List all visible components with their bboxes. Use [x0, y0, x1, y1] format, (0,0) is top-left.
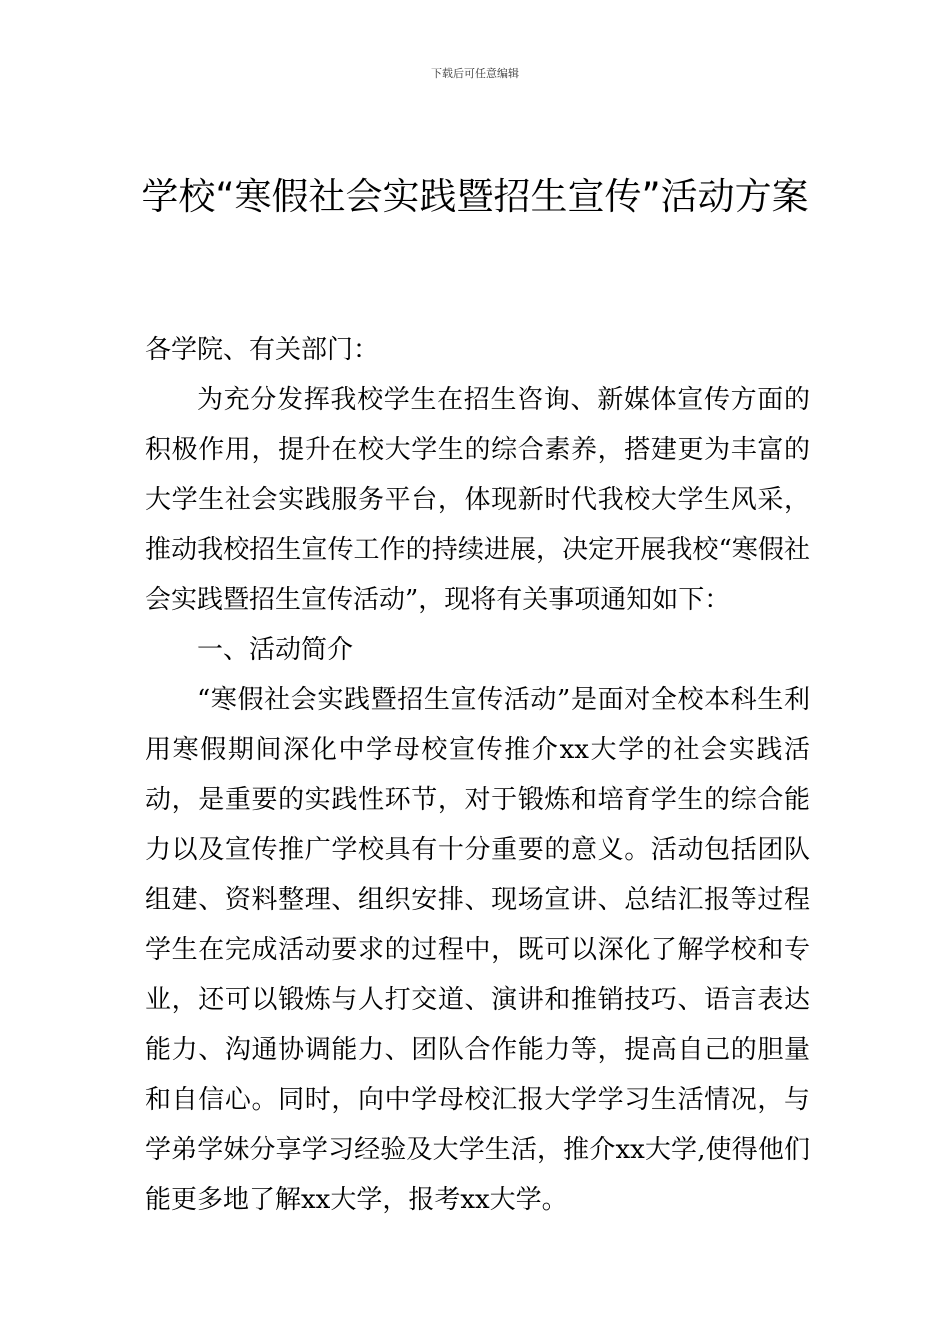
salutation: 各学院、有关部门： [145, 335, 380, 365]
document-title: 学校“寒假社会实践暨招生宣传”活动方案 [141, 175, 809, 218]
section-paragraph: “寒假社会实践暨招生宣传活动”是面对全校本科生利用寒假期间深化中学母校宣传推介xx大学的社会实践活动，是重要的实践性环节，对于锻炼和培育学生的综合能力以及宣传推广学校具有十分重要的意义。活动包括团队组建、资料整理、组织安排、现场宣讲、总结汇报等过程学生在完成活动要求的过程中，既可以深化了解学校和专业，还可以锻炼与人打交道、演讲和推销技巧、语言表达能力、沟通协调能力、团队合作能力等，提高自己的胆量和自信心。同时，向中学母校汇报大学学习生活情况，与学弟学妹分享学习经验及大学生活，推介xx大学,使得他们能更多地了解xx大学，报考xx大学。 [145, 685, 810, 1215]
header-note: 下载后可任意编辑 [431, 67, 519, 80]
document-body [145, 325, 810, 1225]
section-heading: 一、活动简介 [197, 635, 354, 665]
intro-paragraph: 为充分发挥我校学生在招生咨询、新媒体宣传方面的积极作用，提升在校大学生的综合素养，搭建更为丰富的大学生社会实践服务平台，体现新时代我校大学生风采，推动我校招生宣传工作的持续进展，决定开展我校“寒假社会实践暨招生宣传活动”，现将有关事项通知如下： [145, 385, 810, 615]
